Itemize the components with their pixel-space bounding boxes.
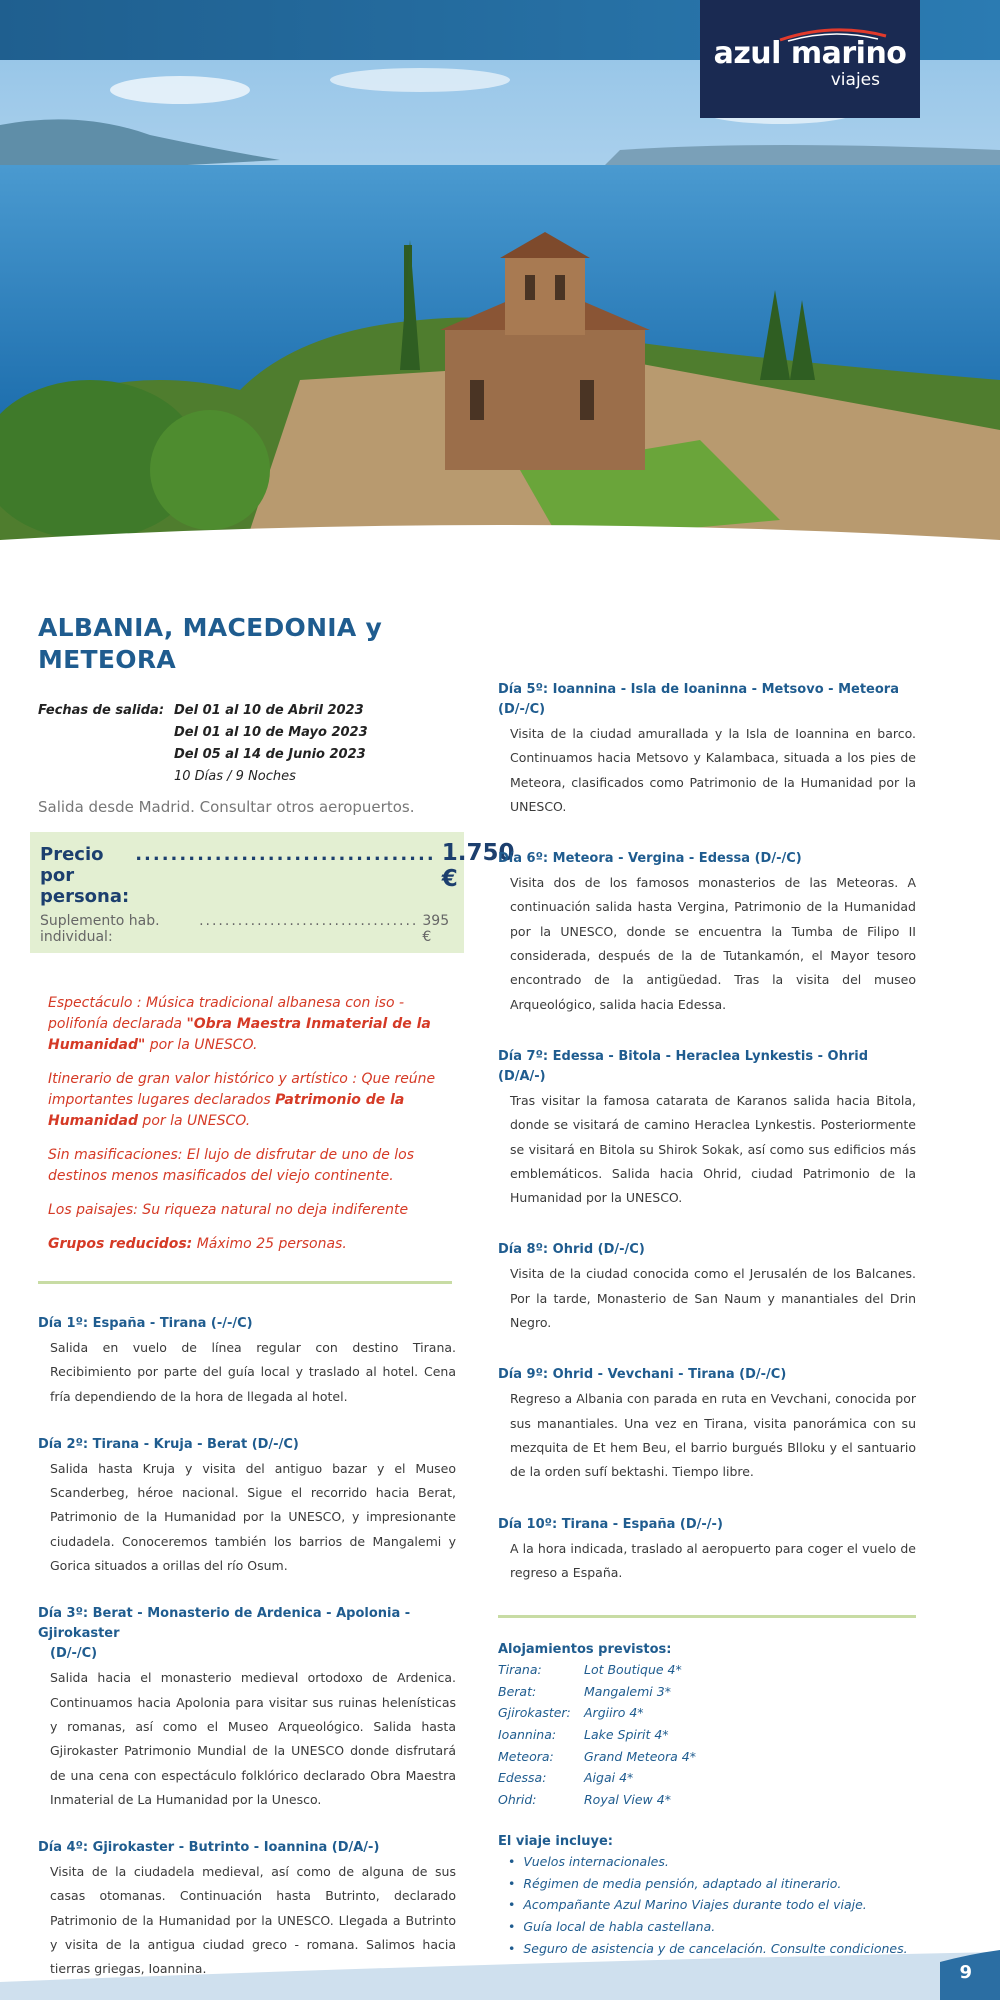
day-title: Día 7º: Edessa - Bitola - Heraclea Lynkestis - Ohrid (D/A/-) (498, 1048, 869, 1084)
price-amount: 1.750 € (441, 840, 515, 892)
day-title: Día 10º: Tirana - España (D/-/-) (498, 1516, 723, 1532)
right-column (498, 680, 916, 1981)
departure-date: Del 01 al 10 de Abril 2023 (174, 703, 364, 718)
day-text: Visita de la ciudadela medieval, así como de alguna de sus casas otomanas. Continuación hasta Butrinto, declarado Patrimonio de la Humanidad por la UNESCO. Llegada a Butrinto y visita de la antigua ciudad greco - romana. Salimos hacia tierras griegas, Ioannina. (50, 1864, 456, 1977)
accommodations (498, 1642, 916, 1810)
day-title: Día 1º: España - Tirana (-/-/C) (38, 1316, 253, 1331)
table-row: Edessa: Aigai 4* (498, 1770, 634, 1786)
day-title: Día 9º: Ohrid - Vevchani - Tirana (D/-/C) (498, 1367, 787, 1383)
footer-band (0, 1942, 1000, 2000)
day-text: Visita de la ciudad amurallada y la Isla de Ioannina en barco. Continuamos hacia Metsovo y Kalambaca, situada a los pies de Meteora, clasificados como Patrimonio de la Humanidad por la UNESCO. (510, 726, 916, 814)
day-text: Visita de la ciudad conocida como el Jerusalén de los Balcanes. Por la tarde, Monasterio de San Naum y manantiales del Drin Negro. (510, 1266, 916, 1331)
itinerary-day (498, 680, 916, 819)
highlight-item: Sin masificaciones: El lujo de disfrutar de uno de los destinos menos masificados del viejo continente. (48, 1147, 415, 1184)
divider (38, 1281, 452, 1284)
list-item: • Vuelos internacionales. (508, 1851, 916, 1873)
highlight-item: Itinerario de gran valor histórico y artístico : Que reúne importantes lugares declarados Patrimonio de la Humanidad por la UNESCO. (48, 1071, 436, 1129)
table-row: Berat: Mangalemi 3* (498, 1683, 671, 1699)
price-box: Precio por persona: .................................. 1.750 € Suplemento hab. individual: .................................. 395 € (30, 832, 464, 953)
includes-title: El viaje incluye: (498, 1834, 613, 1850)
day-title: Día 5º: Ioannina - Isla de Ioaninna - Metsovo - Meteora (D/-/C) (498, 682, 899, 717)
day-text: Salida hasta Kruja y visita del antiguo bazar y el Museo Scanderbeg, héroe nacional. Sigue el recorrido hacia Berat, Patrimonio de la Humanidad por la UNESCO, y impresionante ciudadela. Conoceremos también los barrios de Mangalemi y Gorica situados a orillas del río Osum. (50, 1460, 456, 1574)
day-title: Día 8º: Ohrid (D/-/C) (498, 1242, 645, 1258)
itinerary-day (38, 1604, 456, 1812)
supplement-amount: 395 € (422, 913, 450, 945)
highlights (38, 993, 456, 1255)
day-title: Día 3º: Berat - Monasterio de Ardenica - Apolonia - Gjirokaster (D/-/C) (38, 1606, 411, 1662)
itinerary-day (38, 1314, 456, 1409)
table-row: Gjirokaster: Argiiro 4* (498, 1705, 644, 1721)
itinerary-day (498, 1515, 916, 1586)
itinerary-day (498, 1365, 916, 1484)
day-text: Salida hacia el monasterio medieval ortodoxo de Ardenica. Continuamos hacia Apolonia para visitar sus ruinas helenísticas y romanas, así como el Museo Arqueológico. Salida hasta Gjirokaster Patrimonio Mundial de la UNESCO donde disfrutará de una cena con espectáculo folklórico declarado Obra Maestra Inmaterial de La Humanidad por la Unesco. (50, 1670, 456, 1807)
highlight-item: Espectáculo : Música tradicional albanesa con iso - polifonía declarada "Obra Maestra Inmaterial de la Humanidad" por la UNESCO. (48, 995, 431, 1053)
day-text: Salida en vuelo de línea regular con destino Tirana. Recibimiento por parte del guía local y traslado al hotel. Cena fría dependiendo de la hora de llegada al hotel. (50, 1340, 456, 1404)
list-item: • Acompañante Azul Marino Viajes durante todo el viaje. (508, 1894, 916, 1916)
departure-note: Salida desde Madrid. Consultar otros aeropuertos. (38, 798, 415, 816)
swoosh-icon (778, 26, 888, 42)
departure-date: Del 05 al 14 de Junio 2023 (174, 747, 366, 762)
day-title: Día 4º: Gjirokaster - Butrinto - Ioannina (D/A/-) (38, 1840, 380, 1856)
list-item: • Seguro de asistencia y de cancelación. Consulte condiciones. (508, 1938, 916, 1960)
accommodations-table (498, 1659, 696, 1810)
divider (498, 1615, 916, 1618)
supplement-label: Suplemento hab. individual: (40, 913, 160, 945)
list-item: • Guía local de habla castellana. (508, 1916, 916, 1938)
brand-sub: viajes (830, 70, 880, 90)
brand-name: azul marino (713, 36, 907, 71)
table-row: Ioannina: Lake Spirit 4* (498, 1726, 669, 1742)
page-title: ALBANIA, MACEDONIA y METEORA (38, 613, 383, 674)
day-title: Día 6º: Meteora - Vergina - Edessa (D/-/C) (498, 851, 802, 867)
itinerary-day (498, 1047, 916, 1210)
table-row: Ohrid: Royal View 4* (498, 1791, 671, 1807)
itinerary-day (498, 849, 916, 1017)
day-text: Regreso a Albania con parada en ruta en Vevchani, conocida por sus manantiales. Una vez en Tirana, visita panorámica con su mezquita de Et hem Beu, el barrio burgués Blloku y el santuario de la orden sufí bektashi. Tiempo libre. (510, 1391, 916, 1480)
day-text: Tras visitar la famosa catarata de Karanos salida hacia Bitola, donde se visitará de camino Heraclea Lynkestis. Posteriormente se visitará en Bitola su Shirok Sokak, así como sus edificios más emblemáticos. Salida hacia Ohrid, ciudad Patrimonio de la Humanidad por la UNESCO. (510, 1092, 916, 1206)
itinerary-day (38, 1435, 456, 1578)
day-text: A la hora indicada, traslado al aeropuerto para coger el vuelo de regreso a España. (510, 1540, 916, 1580)
itinerary-day (498, 1240, 916, 1335)
accommodations-title: Alojamientos previstos: (498, 1642, 672, 1658)
left-column (38, 612, 515, 2008)
day-text: Visita dos de los famosos monasterios de las Meteoras. A continuación salida hasta Vergina, Patrimonio de la Humanidad por la UNESCO, donde se encuentra la Tumba de Filipo II considerada, después de la de Tutankamón, el Mayor tesoro encontrado de la antigüedad. Tras la visita del museo Arqueológico, salida hacia Edessa. (510, 875, 916, 1012)
departure-dates (38, 700, 456, 788)
price-label: Precio por persona: (40, 844, 130, 907)
page-number: 9 (959, 1962, 972, 1983)
highlight-item: Los paisajes: Su riqueza natural no deja indiferente (48, 1202, 409, 1218)
departures-values (174, 700, 456, 788)
departures-label: Fechas de salida: (38, 703, 165, 718)
brand-logo (700, 0, 920, 118)
table-row: Tirana: Lot Boutique 4* (498, 1662, 682, 1678)
list-item: • Régimen de media pensión, adaptado al itinerario. (508, 1873, 916, 1895)
day-title: Día 2º: Tirana - Kruja - Berat (D/-/C) (38, 1436, 299, 1452)
table-row: Meteora: Grand Meteora 4* (498, 1748, 697, 1764)
departure-date: Del 01 al 10 de Mayo 2023 (174, 725, 368, 740)
highlight-item: Grupos reducidos: Máximo 25 personas. (48, 1236, 347, 1252)
trip-duration: 10 Días / 9 Noches (174, 769, 296, 784)
